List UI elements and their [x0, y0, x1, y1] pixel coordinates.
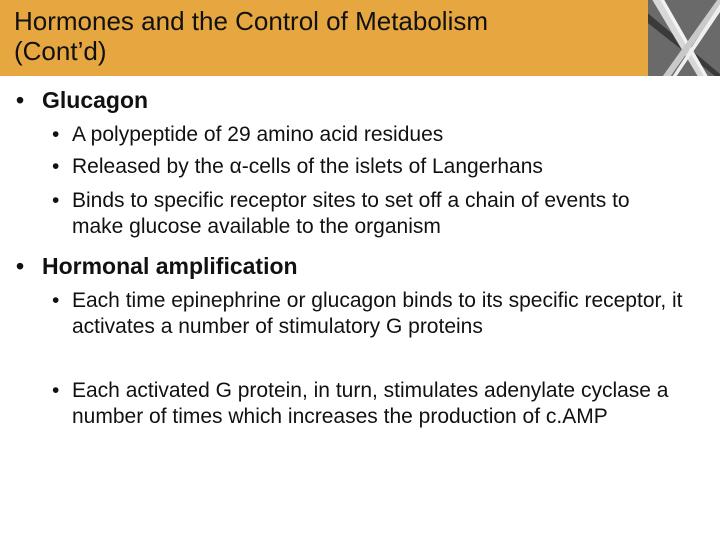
- list-item-text: Each activated G protein, in turn, stimulates adenylate cyclase a number of times which increases the production of c.AMP: [72, 379, 669, 428]
- bullet-marker: •: [52, 189, 60, 212]
- bullet-marker: •: [16, 87, 25, 113]
- title-bar: [0, 0, 648, 76]
- section-heading: Hormonal amplification: [42, 253, 298, 279]
- decorative-photo: [648, 0, 720, 76]
- bullet-marker: •: [52, 155, 60, 178]
- slide-title-line-2: (Cont’d): [14, 36, 107, 66]
- crossed-sticks-icon: [648, 0, 720, 76]
- bullet-marker: •: [16, 253, 25, 279]
- slide-title: [14, 6, 488, 66]
- list-item-text: Binds to specific receptor sites to set off a chain of events to make glucose available to the organism: [72, 189, 630, 238]
- list-item-text: Released by the α-cells of the islets of Langerhans: [72, 155, 543, 178]
- slide-title-line-1: Hormones and the Control of Metabolism: [14, 6, 489, 36]
- bullet-marker: •: [52, 289, 60, 312]
- bullet-marker: •: [52, 379, 60, 402]
- list-item-text: Each time epinephrine or glucagon binds to its specific receptor, it activates a number of stimulatory G proteins: [72, 289, 683, 338]
- bullet-marker: •: [52, 123, 60, 146]
- section-heading: Glucagon: [42, 87, 149, 113]
- list-item-text: A polypeptide of 29 amino acid residues: [72, 123, 444, 146]
